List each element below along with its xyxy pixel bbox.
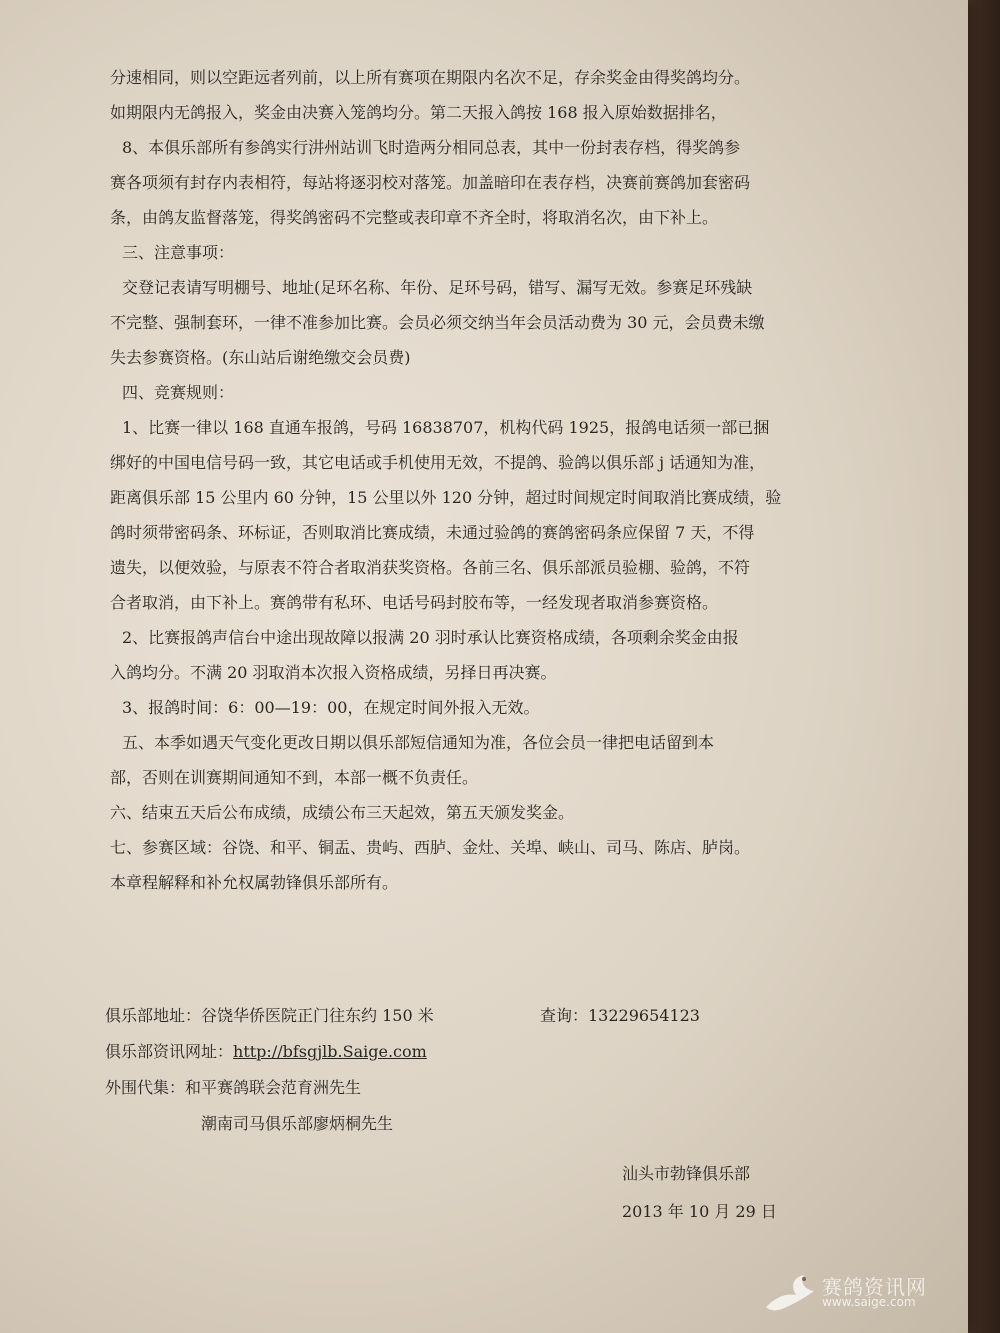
contact-footer xyxy=(105,998,885,1142)
organization-name: 汕头市勃锋俱乐部 xyxy=(622,1164,751,1183)
body-line: 绑好的中国电信号码一致，其它电话或手机使用无效，不提鸽、验鸽以俱乐部 j 话通知为准， xyxy=(110,453,766,472)
document-body xyxy=(70,60,950,900)
body-line: 如期限内无鸽报入，奖金由决赛入笼鸽均分。第二天报入鸽按 168 报入原始数据排名， xyxy=(110,103,727,122)
agent-line: 外围代集：和平赛鸽联会范育洲先生 xyxy=(105,1078,362,1097)
body-line: 遗失，以便效验，与原表不符合者取消获奖资格。各前三名、俱乐部派员验棚、验鸽，不符 xyxy=(110,558,751,577)
section-heading: 七、参赛区域：谷饶、和平、铜盂、贵屿、西胪、金灶、关埠、峡山、司马、陈店、胪岗。 xyxy=(110,838,751,857)
body-line: 2、比赛报鸽声信台中途出现故障以报满 20 羽时承认比赛资格成绩，各项剩余奖金由报 xyxy=(122,628,739,647)
body-line: 条，由鸽友监督落笼，得奖鸽密码不完整或表印章不齐全时，将取消名次，由下补上。 xyxy=(110,208,719,227)
inquiry-phone: 查询：13229654123 xyxy=(540,1006,700,1025)
website-link[interactable]: http://bfsgjlb.Saige.com xyxy=(233,1042,427,1061)
body-line: 交登记表请写明棚号、地址(足环名称、年份、足环号码，错写、漏写无效。参赛足环残缺 xyxy=(122,278,753,297)
body-line: 合者取消，由下补上。赛鸽带有私环、电话号码封胶布等，一经发现者取消参赛资格。 xyxy=(110,593,719,612)
club-address: 俱乐部地址：谷饶华侨医院正门往东约 150 米 xyxy=(105,1006,434,1025)
document-date: 2013 年 10 月 29 日 xyxy=(622,1202,777,1221)
body-line: 部，否则在训赛期间通知不到，本部一概不负责任。 xyxy=(110,768,479,787)
body-line: 不完整、强制套环，一律不准参加比赛。会员必须交纳当年会员活动费为 30 元，会员费未缴 xyxy=(110,313,765,332)
body-line: 距离俱乐部 15 公里内 60 分钟，15 公里以外 120 分钟，超过时间规定时间取消比赛成绩，验 xyxy=(110,488,782,507)
agent-line-2: 潮南司马俱乐部廖炳桐先生 xyxy=(201,1114,394,1133)
section-heading: 三、注意事项： xyxy=(122,243,235,262)
watermark-site-name: 赛鸽资讯网 xyxy=(822,1275,927,1299)
body-line: 3、报鸽时间：6：00—19：00，在规定时间外报入无效。 xyxy=(122,698,540,717)
body-line: 失去参赛资格。(东山站后谢绝缴交会员费) xyxy=(110,348,411,367)
body-line: 入鸽均分。不满 20 羽取消本次报入资格成绩，另择日再决赛。 xyxy=(110,663,557,682)
pigeon-logo-icon xyxy=(760,1267,820,1317)
site-watermark xyxy=(760,1265,960,1320)
body-line: 1、比赛一律以 168 直通车报鸽，号码 16838707，机构代码 1925，报鸽电话须一部已捆 xyxy=(122,418,770,437)
body-line: 8、本俱乐部所有参鸽实行汫州站训飞时造两分相同总表，其中一份封表存档，得奖鸽参 xyxy=(122,138,741,157)
website-label: 俱乐部资讯网址： xyxy=(105,1042,234,1061)
signature-block xyxy=(622,1155,777,1231)
section-heading: 六、结束五天后公布成绩，成绩公布三天起效，第五天颁发奖金。 xyxy=(110,803,575,822)
body-line: 本章程解释和补允权属勃锋俱乐部所有。 xyxy=(110,873,399,892)
body-line: 鸽时须带密码条、环标证，否则取消比赛成绩，未通过验鸽的赛鸽密码条应保留 7 天，不得 xyxy=(110,523,755,542)
section-heading: 四、竞赛规则： xyxy=(122,383,235,402)
body-line: 分速相同，则以空距远者列前，以上所有赛项在期限内名次不足，存余奖金由得奖鸽均分。 xyxy=(110,68,751,87)
section-heading: 五、本季如遇天气变化更改日期以俱乐部短信通知为准，各位会员一律把电话留到本 xyxy=(122,733,715,752)
body-line: 赛各项须有封存内表相符，每站将逐羽校对落笼。加盖暗印在表存档，决赛前赛鸽加套密码 xyxy=(110,173,751,192)
watermark-site-url: www.saige.com xyxy=(822,1295,916,1309)
